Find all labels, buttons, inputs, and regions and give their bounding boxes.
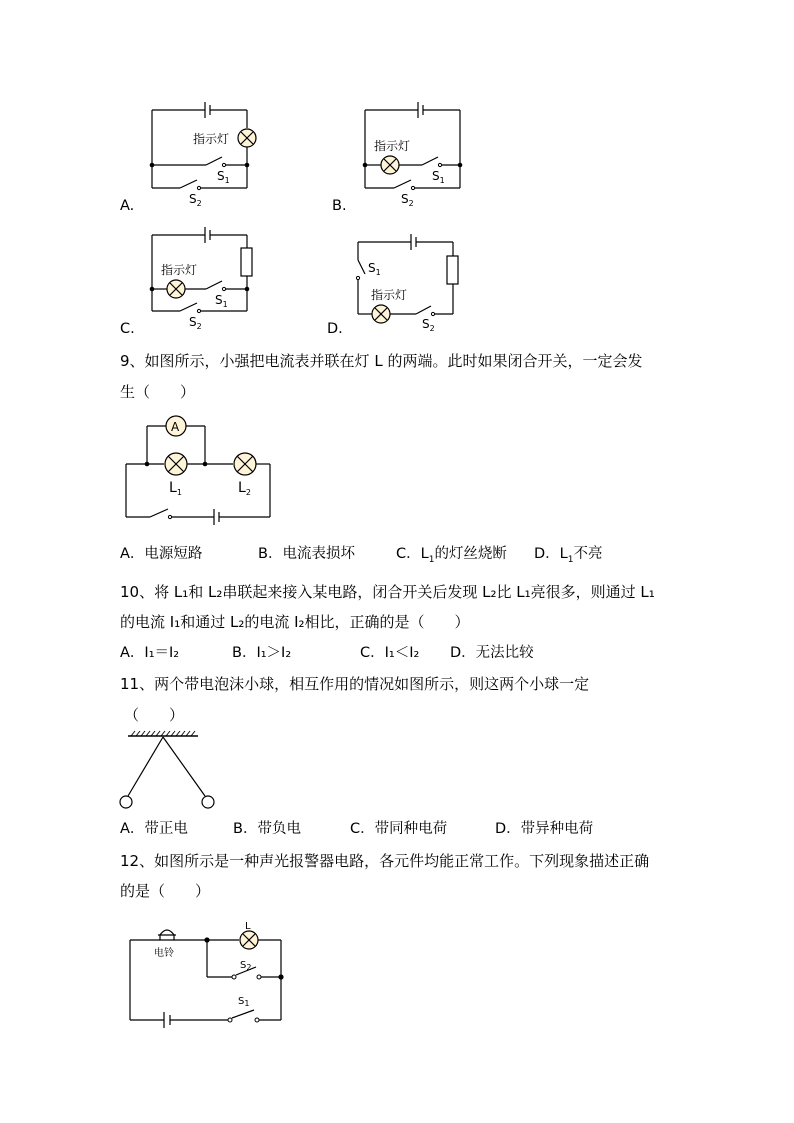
q11-option-a: A．带正电 bbox=[120, 821, 188, 837]
question-12-line-1: 12、如图所示是一种声光报警器电路，各元件均能正常工作。下列现象描述正确 bbox=[120, 852, 650, 870]
lamp-l2-label: L bbox=[238, 480, 246, 496]
option-d-label: D. bbox=[327, 321, 343, 337]
lamp-l1-label: L bbox=[169, 480, 177, 496]
question-12-line-2: 的是（ ） bbox=[120, 882, 211, 900]
q10-option-d: D．无法比较 bbox=[450, 645, 534, 661]
q9-option-b: B．电流表损坏 bbox=[258, 546, 355, 562]
q9-option-c-suffix: 的灯丝烧断 bbox=[434, 546, 507, 562]
question-11-line-2: （ ） bbox=[124, 706, 185, 724]
switch-s2-label: S bbox=[189, 315, 197, 329]
q9-option-c-subscript: 1 bbox=[428, 554, 435, 565]
q10-option-b: B．I₁＞I₂ bbox=[232, 645, 292, 661]
question-11-line-1: 11、两个带电泡沫小球，相互作用的情况如图所示，则这两个小球一定 bbox=[120, 675, 590, 693]
switch-s1-label: S bbox=[432, 169, 440, 183]
q11-option-c: C．带同种电荷 bbox=[350, 821, 448, 837]
question-10-line-2: 的电流 I₁和通过 L₂的电流 I₂相比，正确的是（ ） bbox=[120, 613, 470, 631]
switch-s1-label: S bbox=[238, 996, 245, 1007]
q9-option-d-prefix: D．L bbox=[534, 546, 568, 562]
switch-s2-subscript: 2 bbox=[196, 199, 202, 208]
lamp-l-label: L bbox=[245, 921, 251, 932]
switch-s2-label: S bbox=[422, 317, 430, 331]
question-9-line-2: 生（ ） bbox=[120, 383, 196, 401]
switch-s2-subscript: 2 bbox=[196, 322, 202, 331]
svg-text:S1 bbox=[238, 996, 249, 1008]
switch-s1-label: S bbox=[368, 261, 376, 275]
lamp-l2-subscript: 2 bbox=[245, 488, 251, 497]
indicator-lamp-label: 指示灯 bbox=[374, 139, 411, 153]
switch-s2-subscript: 2 bbox=[429, 324, 435, 333]
switch-s1-subscript: 1 bbox=[439, 176, 445, 185]
switch-s2-label: S bbox=[240, 960, 247, 971]
switch-s1-label: S bbox=[217, 169, 225, 183]
svg-text:S2 bbox=[240, 960, 251, 972]
q11-option-b: B．带负电 bbox=[233, 821, 301, 837]
q9-option-d-suffix: 不亮 bbox=[573, 546, 603, 562]
switch-s2-label: S bbox=[189, 192, 197, 206]
q9-option-d-subscript: 1 bbox=[567, 554, 574, 565]
option-a-label: A. bbox=[120, 198, 135, 214]
bell-label: 电铃 bbox=[154, 948, 174, 959]
lamp-l1-subscript: 1 bbox=[176, 488, 182, 497]
switch-s1-subscript: 1 bbox=[224, 176, 230, 185]
q9-option-a: A．电源短路 bbox=[120, 546, 203, 562]
switch-s2-label: S bbox=[401, 192, 409, 206]
switch-s1-subscript: 1 bbox=[375, 268, 381, 277]
question-9-line-1: 9、如图所示，小强把电流表并联在灯 L 的两端。此时如果闭合开关，一定会发 bbox=[120, 352, 643, 370]
switch-s2-subscript: 2 bbox=[246, 963, 252, 972]
q10-option-c: C．I₁＜I₂ bbox=[360, 645, 420, 661]
indicator-lamp-label: 指示灯 bbox=[161, 263, 198, 277]
question-10-line-1: 10、将 L₁和 L₂串联起来接入某电路，闭合开关后发现 L₂比 L₁亮很多，则通过 L₁ bbox=[120, 583, 655, 601]
switch-s2-subscript: 2 bbox=[408, 199, 414, 208]
q10-option-a: A．I₁＝I₂ bbox=[120, 645, 180, 661]
ammeter-label: A bbox=[171, 420, 180, 434]
indicator-lamp-label: 指示灯 bbox=[193, 132, 230, 146]
option-c-label: C. bbox=[120, 321, 135, 337]
switch-s1-subscript: 1 bbox=[244, 999, 250, 1008]
option-b-label: B. bbox=[332, 198, 347, 214]
q9-option-c-prefix: C．L bbox=[396, 546, 429, 562]
switch-s1-subscript: 1 bbox=[222, 300, 228, 309]
switch-s1-label: S bbox=[215, 293, 223, 307]
indicator-lamp-label: 指示灯 bbox=[371, 288, 408, 302]
q11-option-d: D．带异种电荷 bbox=[495, 821, 594, 837]
